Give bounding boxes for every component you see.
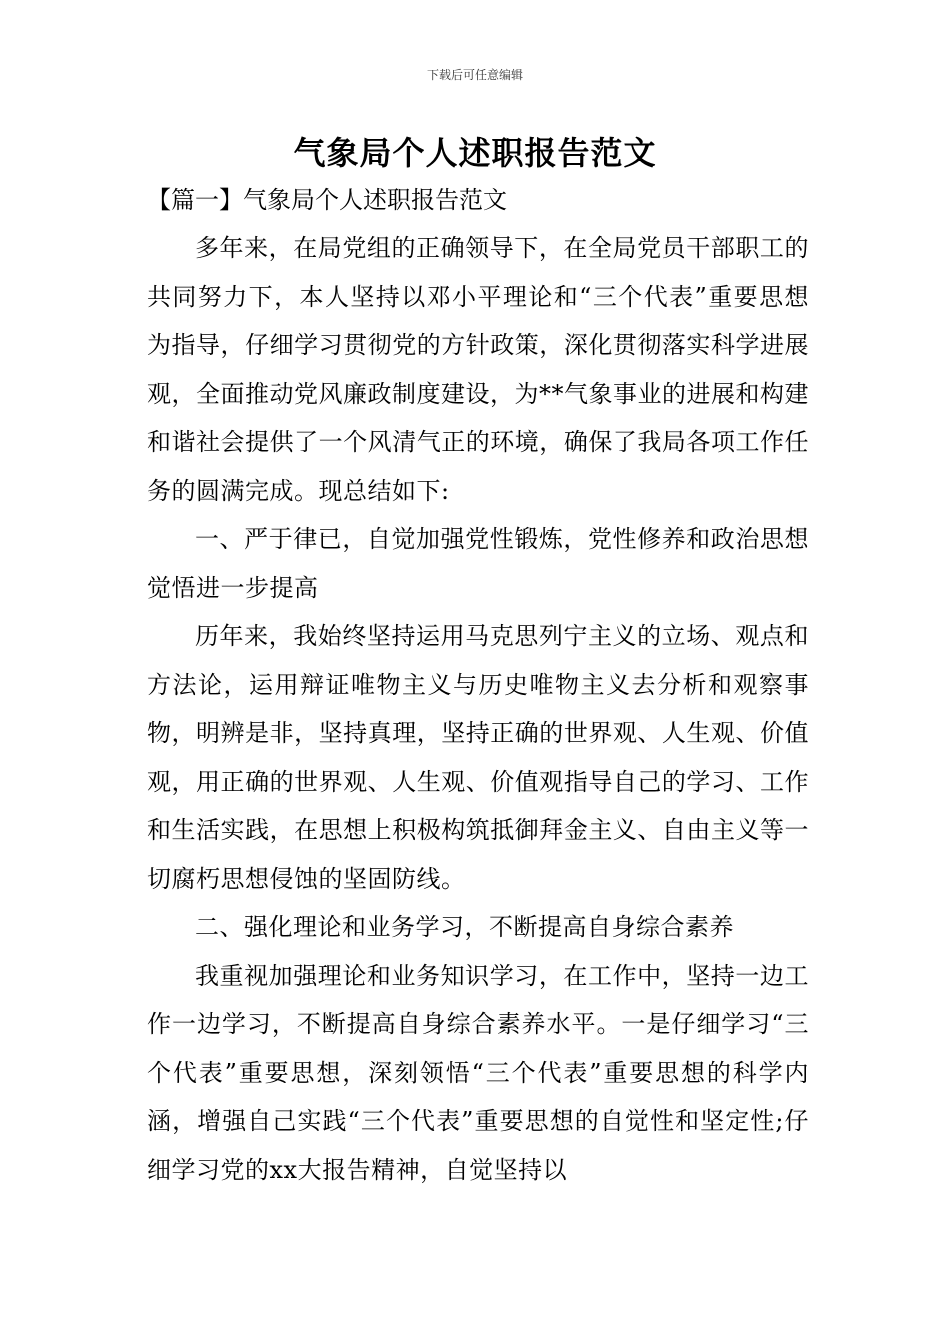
document-title: 气象局个人述职报告范文 [293, 134, 657, 172]
document-body [147, 176, 809, 1194]
paragraph-heading-two: 二、强化理论和业务学习，不断提高自身综合素养 [195, 913, 734, 941]
paragraph-heading-one: 一、严于律已，自觉加强党性锻炼，党性修养和政治思想觉悟进一步提高 [147, 525, 809, 602]
paragraph-ideology: 历年来，我始终坚持运用马克思列宁主义的立场、观点和方法论，运用辩证唯物主义与历史唯物主义去分析和观察事物，明辨是非，坚持真理，坚持正确的世界观、人生观、价值观，用正确的世界观、人生观、价值观指导自己的学习、工作和生活实践，在思想上积极构筑抵御拜金主义、自由主义等一切腐朽思想侵蚀的坚固防线。 [147, 622, 809, 893]
section-heading: 【篇一】气象局个人述职报告范文 [147, 186, 507, 214]
paragraph-intro: 多年来，在局党组的正确领导下，在全局党员干部职工的共同努力下，本人坚持以邓小平理论和“三个代表”重要思想为指导，仔细学习贯彻党的方针政策，深化贯彻落实科学进展观，全面推动党风廉政制度建设，为**气象事业的进展和构建和谐社会提供了一个风清气正的环境，确保了我局各项工作任务的圆满完成。现总结如下: [147, 234, 809, 505]
header-note: 下载后可任意编辑 [426, 68, 523, 82]
paragraph-study: 我重视加强理论和业务知识学习，在工作中，坚持一边工作一边学习，不断提高自身综合素养水平。一是仔细学习“三个代表”重要思想，深刻领悟“三个代表”重要思想的科学内涵，增强自己实践“三个代表”重要思想的自觉性和坚定性;仔细学习党的xx大报告精神，自觉坚持以 [147, 961, 809, 1184]
